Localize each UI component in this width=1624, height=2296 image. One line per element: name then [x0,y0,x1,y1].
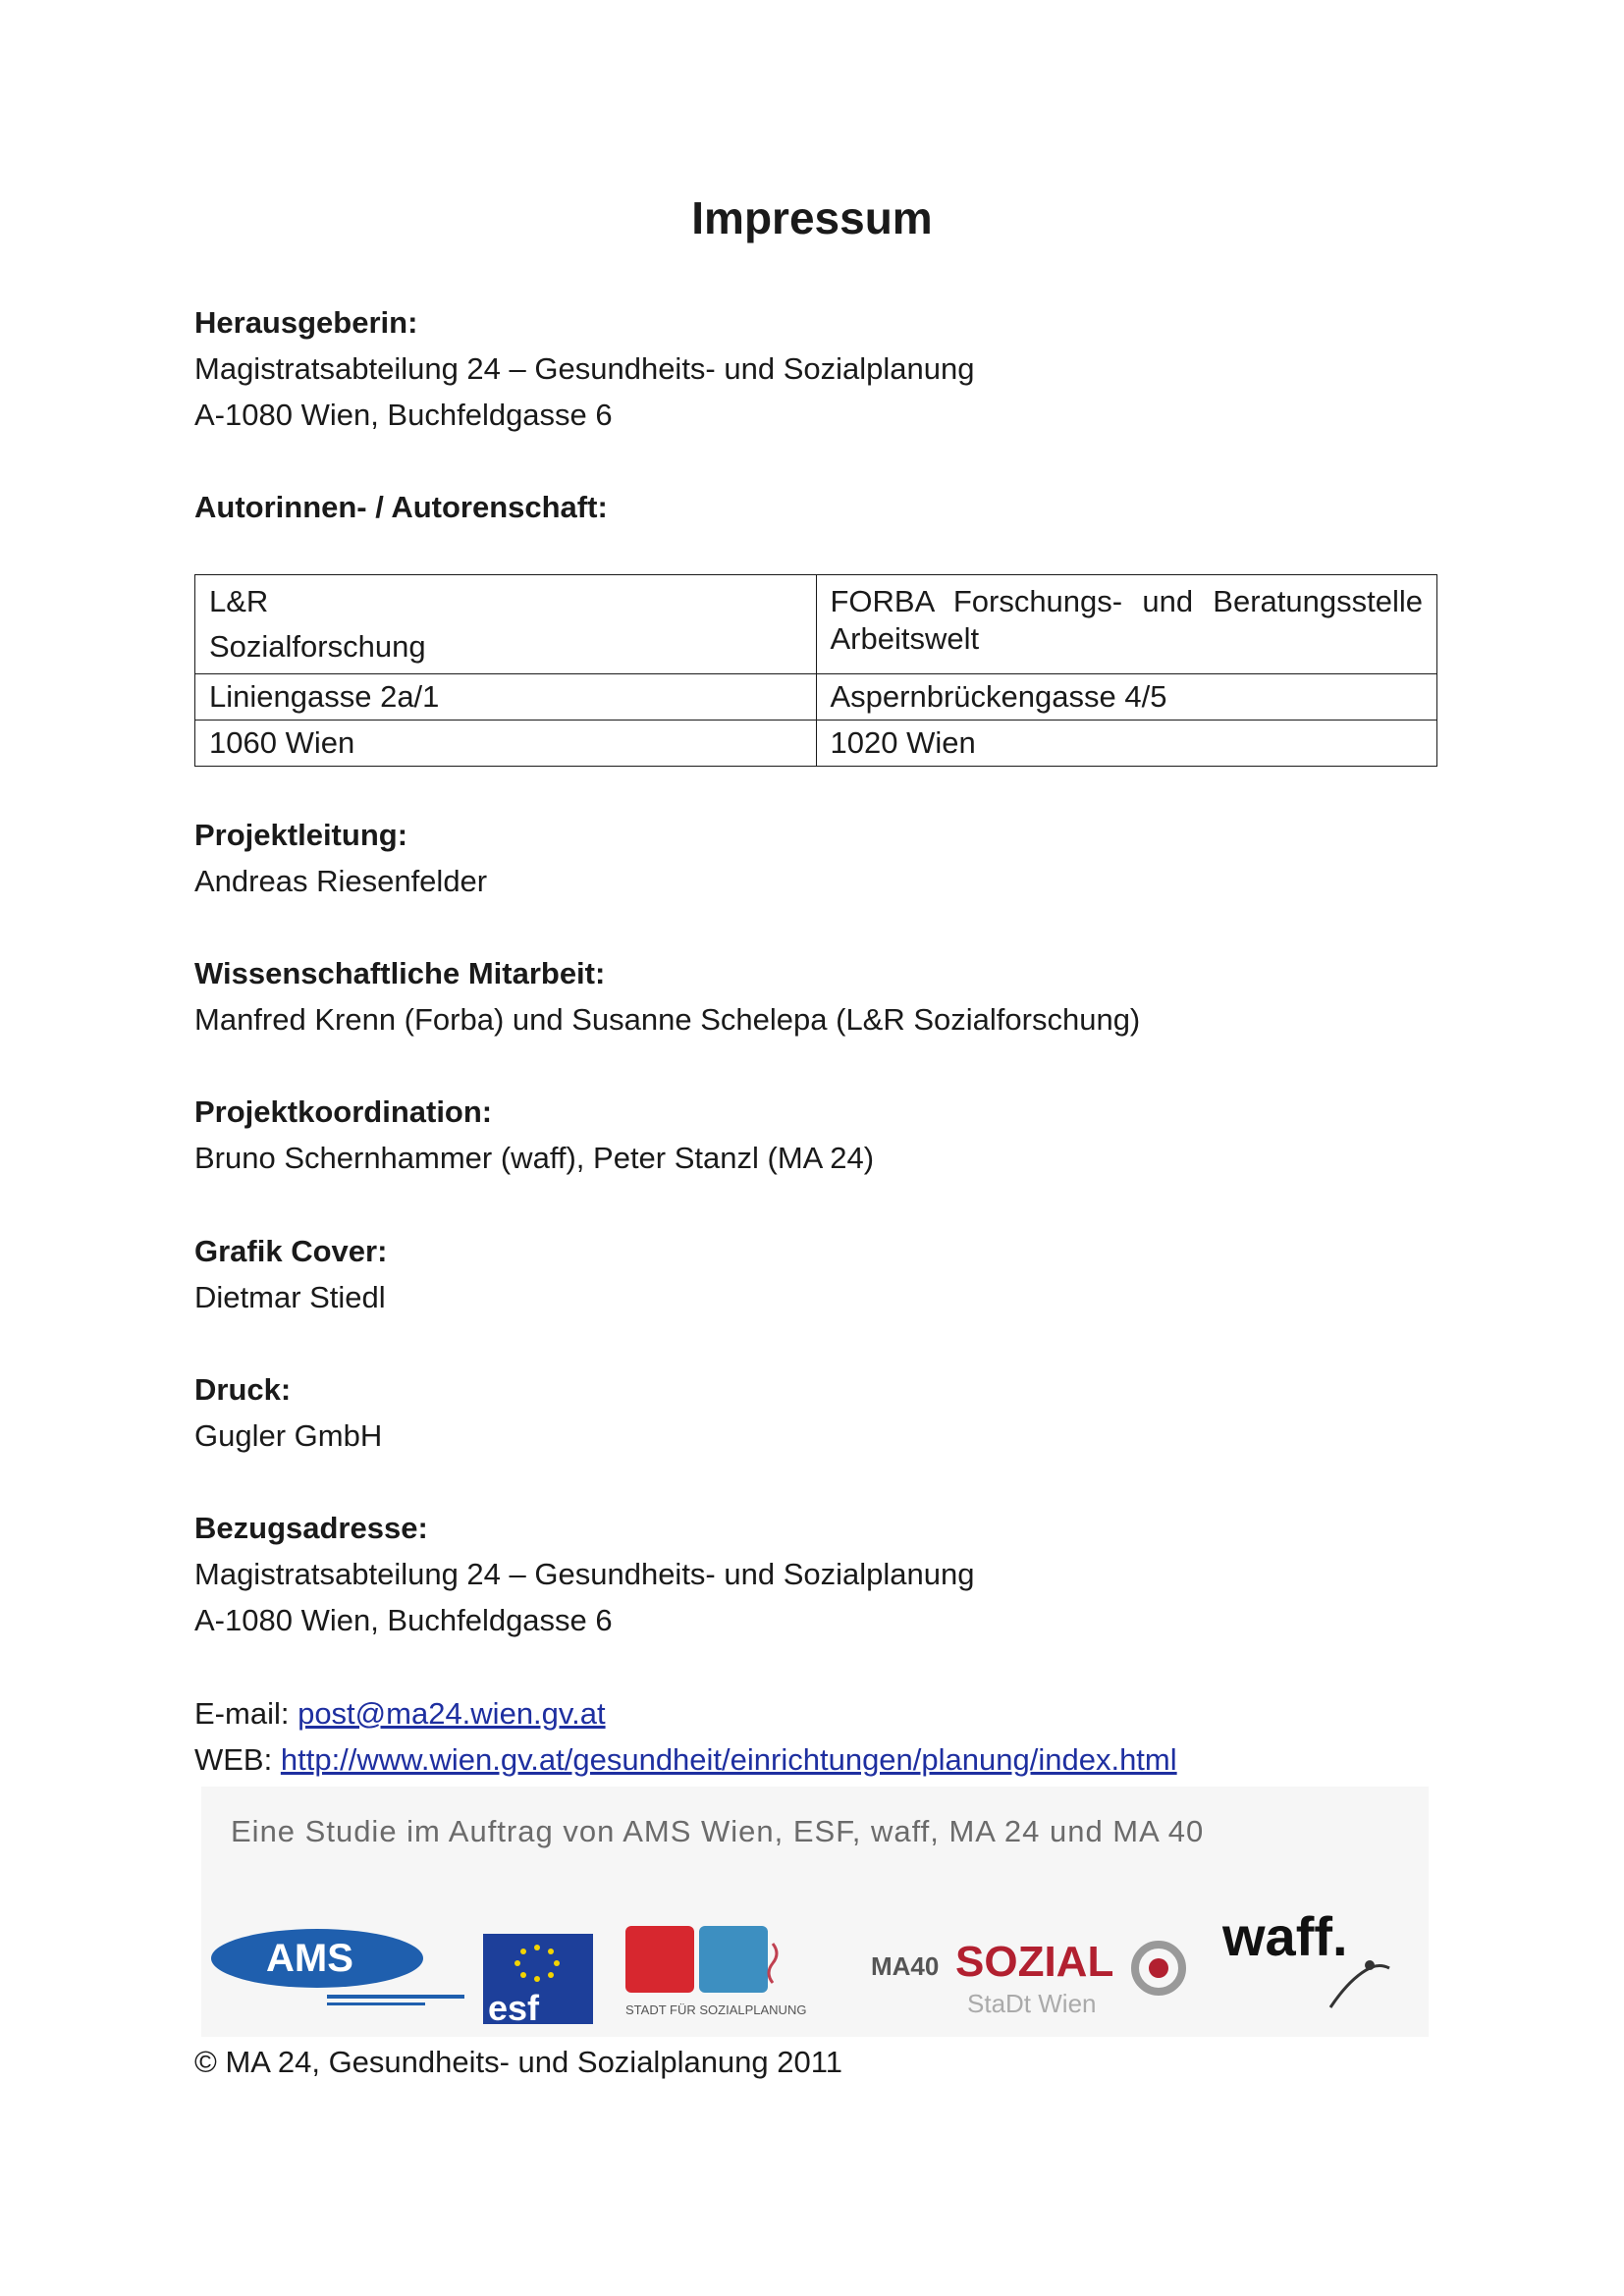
section-herausgeberin [194,299,1432,438]
org-name: Arbeitswelt [830,621,980,656]
address-line: A-1080 Wien, Buchfeldgasse 6 [194,398,613,432]
ma40-emblem-icon [1124,1934,1193,2002]
section-heading: Autorinnen- / Autorenschaft: [194,490,608,524]
waff-logo-text: waff. [1222,1905,1348,1967]
section-heading: Druck: [194,1372,292,1407]
ams-logo [209,1924,469,2017]
section-heading: Herausgeberin: [194,305,418,340]
ma24-logo [625,1924,807,2032]
ams-logo-text: AMS [266,1937,353,1980]
ma40-main: SOZIAL [955,1938,1114,1986]
table-row [195,674,1437,721]
section-text: Andreas Riesenfelder [194,864,488,898]
section-koordination [194,1089,1432,1181]
table-row [195,575,1437,674]
city: 1060 Wien [209,725,355,760]
section-mitarbeit [194,950,1432,1042]
table-cell [195,721,817,767]
page-title: Impressum [691,192,933,243]
section-text: Gugler GmbH [194,1418,383,1453]
web-label: WEB: [194,1742,273,1777]
ma40-sub: StaDt Wien [967,1989,1097,2018]
address-line: Magistratsabteilung 24 – Gesundheits- und Sozialplanung [194,1557,975,1591]
section-text: Dietmar Stiedl [194,1280,386,1314]
section-projektleitung [194,812,1432,904]
table-cell [816,721,1437,767]
street: Liniengasse 2a/1 [209,679,440,714]
table-cell [195,575,817,674]
sponsor-banner [201,1787,1429,2037]
banner-text: Eine Studie im Auftrag von AMS Wien, ESF, waff, MA 24 und MA 40 [231,1814,1205,1848]
esf-logo [478,1934,601,2027]
section-druck [194,1366,1432,1459]
email-link[interactable]: post@ma24.wien.gv.at [298,1696,606,1731]
org-name: L&R [209,584,269,618]
city: 1020 Wien [830,725,976,760]
org-name: FORBA Forschungs- und Beratungsstelle [830,584,1423,618]
address-line: A-1080 Wien, Buchfeldgasse 6 [194,1603,613,1637]
web-link[interactable]: http://www.wien.gv.at/gesundheit/einrichtungen/planung/index.html [280,1742,1177,1777]
email-line [194,1690,1432,1736]
section-heading: Projektkoordination: [194,1095,493,1129]
table-cell [816,674,1437,721]
section-heading: Wissenschaftliche Mitarbeit: [194,956,606,990]
section-heading: Grafik Cover: [194,1234,388,1268]
esf-logo-text: esf [488,1988,540,2028]
ma40-prefix: MA40 [871,1951,940,1981]
ma40-logo [871,1924,1205,2032]
table-cell [816,575,1437,674]
waff-figure-icon [1321,1953,1399,2012]
email-label: E-mail: [194,1696,290,1731]
copyright-footer: © MA 24, Gesundheits- und Sozialplanung 2011 [194,2045,842,2079]
section-bezug [194,1505,1432,1643]
section-text: Manfred Krenn (Forba) und Susanne Schelepa (L&R Sozialforschung) [194,1002,1141,1037]
address-line: Magistratsabteilung 24 – Gesundheits- und Sozialplanung [194,351,975,386]
section-contact [194,1690,1432,1783]
section-text: Bruno Schernhammer (waff), Peter Stanzl (MA 24) [194,1141,875,1175]
waff-logo [1222,1904,1419,2022]
section-heading: Projektleitung: [194,818,408,852]
ma24-logo-text: STADT FÜR SOZIALPLANUNG [625,2002,807,2017]
section-grafik [194,1228,1432,1320]
table-row [195,721,1437,767]
org-name: Sozialforschung [209,629,426,664]
street: Aspernbrückengasse 4/5 [830,679,1167,714]
section-heading: Bezugsadresse: [194,1511,428,1545]
section-autoren [194,484,1432,530]
web-line [194,1736,1432,1783]
table-cell [195,674,817,721]
authors-table [194,574,1437,767]
